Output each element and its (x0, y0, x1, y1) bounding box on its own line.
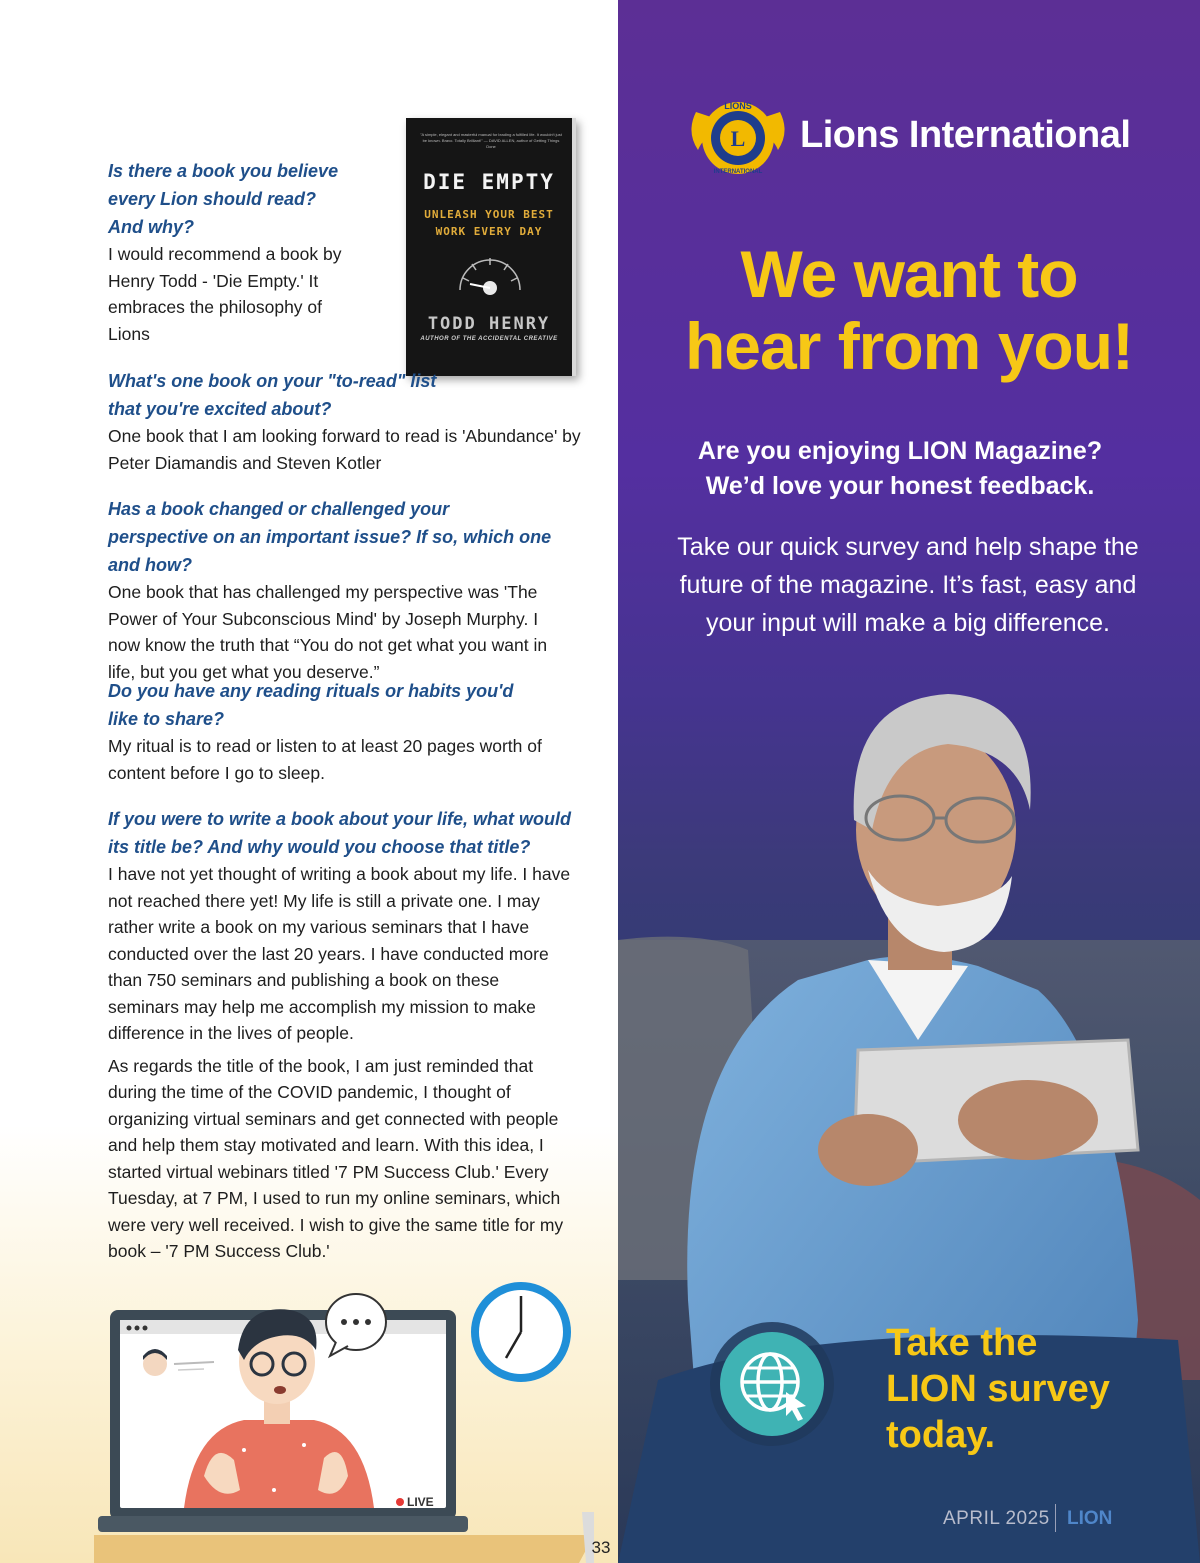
answer: One book that I am looking forward to read is 'Abundance' by Peter Diamandis and Steven Kotler (108, 426, 581, 473)
cta-line-2: LION survey (886, 1368, 1110, 1410)
question: If you were to write a book about your life, what would its title be? And why would you choose that title? (108, 809, 572, 857)
subhead (618, 434, 1182, 504)
issue-date: APRIL 2025 (943, 1508, 1050, 1529)
subhead-line-2: We’d love your honest feedback. (705, 472, 1095, 500)
brand-name: Lions International (800, 114, 1131, 156)
globe-cursor-icon[interactable] (708, 1320, 836, 1448)
qa-block-3 (108, 495, 573, 685)
answer: I have not yet thought of writing a book about my life. I have not reached there yet! My life is still a private one. I may rather write a book on my various seminars that I have conducted over the last 20 years. I have conducted more than 750 seminars and publishing a book on these seminars may help me accomplish my mission to make difference in the lives of people. (108, 864, 571, 1043)
book-subtitle: UNLEASH YOUR BEST WORK EVERY DAY (424, 208, 554, 238)
svg-text:LIONS: LIONS (724, 101, 752, 111)
clock-icon (475, 1286, 567, 1378)
qa-block-4 (108, 677, 548, 786)
headline (618, 238, 1200, 382)
survey-call-to-action[interactable] (886, 1320, 1110, 1458)
page-number: 33 (591, 1538, 611, 1557)
answer: I would recommend a book by Henry Todd - 'Die Empty.' It embraces the philosophy of Lions (108, 244, 342, 344)
headline-line-2: hear from you! (684, 309, 1134, 383)
cta-line-3: today. (886, 1414, 996, 1456)
subhead-line-1: Are you enjoying LION Magazine? (697, 437, 1103, 465)
question: What's one book on your "to-read" list that you're excited about? (108, 371, 437, 419)
book-tagline: AUTHOR OF THE ACCIDENTAL CREATIVE (420, 336, 558, 342)
book-author: TODD HENRY (427, 314, 551, 334)
fuel-gauge-icon (450, 250, 530, 300)
webinar-illustration (94, 1280, 594, 1563)
cta-line-1: Take the (886, 1322, 1038, 1364)
qa-block-5 (108, 805, 573, 1265)
qa-block-1 (108, 157, 348, 347)
answer: One book that has challenged my perspective was 'The Power of Your Subconscious Mind' by Joseph Murphy. I now know the truth that “You do not get what you want in life, but you get what you deserve.” (108, 582, 548, 682)
svg-text:INTERNATIONAL: INTERNATIONAL (713, 169, 763, 175)
answer: My ritual is to read or listen to at least 20 pages worth of content before I go to sleep. (108, 736, 542, 783)
book-title: DIE EMPTY (423, 170, 555, 194)
book-blurb: "A simple, elegant and masterful manual for leading a fulfilled life. It wouldn't just be known. Bravo. Totally Brilliant!" — DAVID ALLEN, author of Getting Things Done (420, 132, 562, 149)
svg-text:L: L (730, 126, 746, 151)
magazine-name: LION (1067, 1508, 1113, 1529)
question: Has a book changed or challenged your perspective on an important issue? If so, which one and how? (108, 499, 552, 575)
question: Is there a book you believe every Lion should read? And why? (108, 161, 339, 237)
headline-line-1: We want to (740, 237, 1078, 311)
answer: As regards the title of the book, I am just reminded that during the time of the COVID pandemic, I thought of organizing virtual seminars and get connected with people and help them stay motivated and learn. With this idea, I started virtual webinars titled '7 PM Success Club.' Every Tuesday, at 7 PM, I used to run my online seminars, which were very well received. I wish to give the same title for my book – '7 PM Success Club.' (108, 1055, 564, 1261)
live-badge: LIVE (407, 1495, 434, 1509)
live-dot-icon (396, 1498, 404, 1506)
book-cover-die-empty (406, 118, 576, 376)
desk-shape (94, 1535, 594, 1563)
question: Do you have any reading rituals or habits you'd like to share? (108, 681, 514, 729)
survey-description: Take our quick survey and help shape the future of the magazine. It’s fast, easy and your input will make a big difference. (677, 533, 1139, 637)
lions-international-logo (688, 92, 788, 184)
survey-advertisement (618, 0, 1200, 1563)
footer-divider (1055, 1504, 1056, 1532)
qa-block-2 (108, 367, 581, 476)
